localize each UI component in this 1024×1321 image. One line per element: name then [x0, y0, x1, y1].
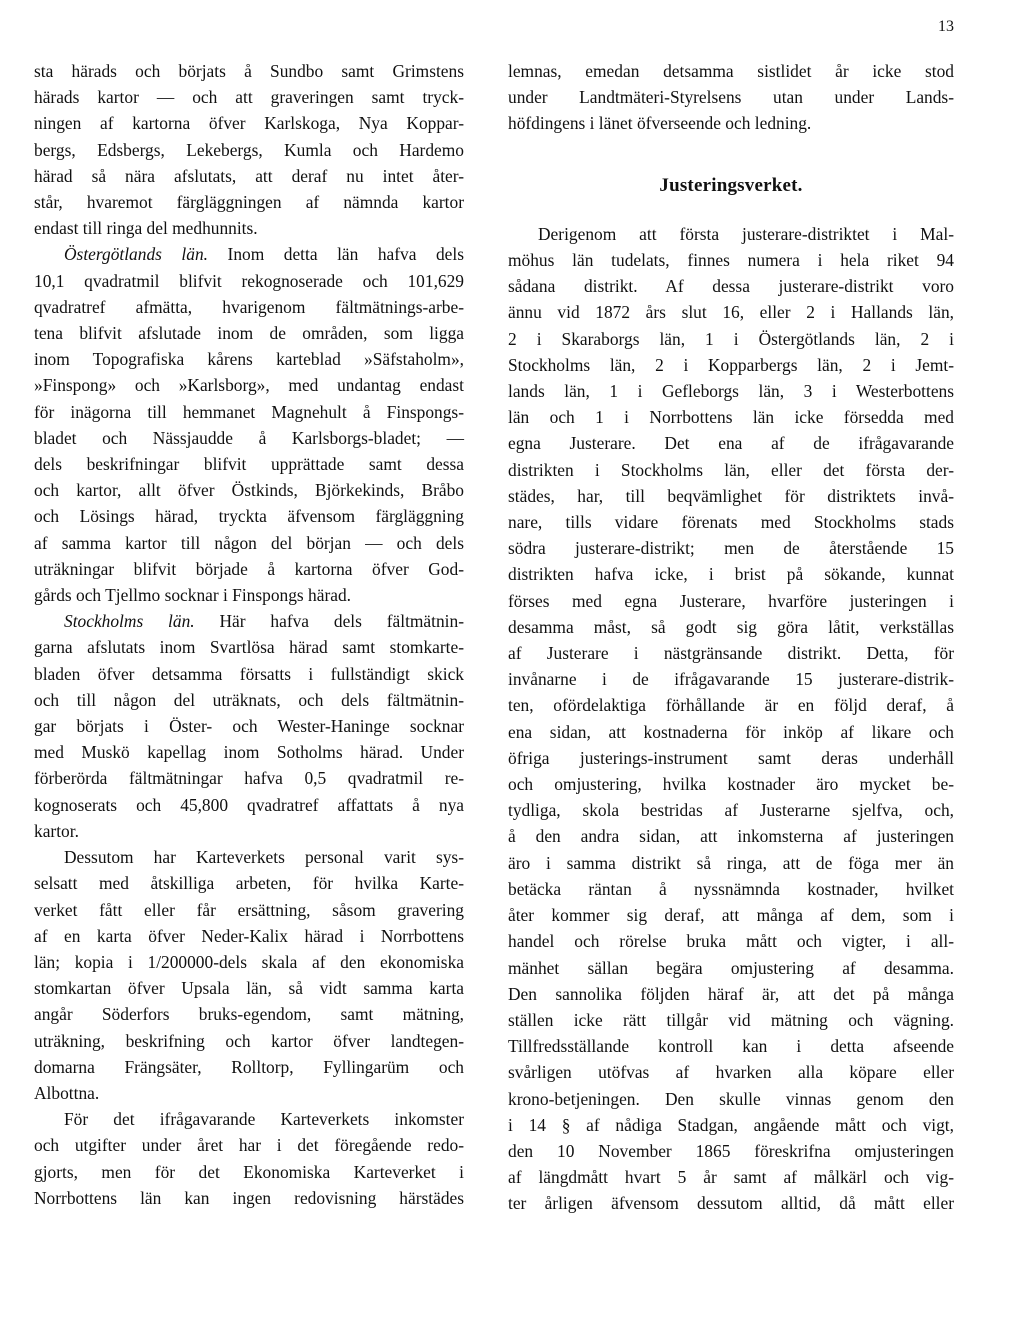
text-line: Tillfredsställande kontroll kan i detta afseende — [508, 1036, 954, 1057]
text-line: ännu vid 1872 års slut 16, eller 2 i Hallands län, — [508, 302, 954, 323]
text-line: Albottna. — [34, 1082, 100, 1103]
text-line: 10,1 qvadratmil blifvit rekognoserade och 101,629 — [34, 270, 464, 291]
text-line: distrikten i Stockholms län, eller det första der- — [508, 459, 954, 480]
text-line: höfdingens i länet öfverseende och ledning. — [508, 113, 812, 134]
text-line: gårds och Tjellmo socknar i Finspongs härad. — [34, 585, 352, 606]
text-line: Den sannolika följden häraf är, att det på många — [508, 983, 954, 1004]
text-line: Derigenom att första justerare-distriktet i Mal- — [538, 223, 954, 244]
text-line: sådana distrikt. Af dessa justerare-distrikt voro — [508, 276, 954, 297]
text-line: och Lösings härad, tryckta äfvensom färgläggning — [34, 506, 464, 527]
ostergotland-first-line — [34, 241, 464, 267]
text-line: för inägorna till hemmanet Magnehult å Finspongs- — [34, 401, 464, 422]
text-line: med Muskö kapellag inom Sotholms härad. Under — [34, 742, 464, 763]
paragraph-stockholm — [34, 608, 464, 844]
text-line: För det ifrågavarande Karteverkets inkomster — [64, 1109, 464, 1130]
page-number: 13 — [938, 18, 954, 35]
text-line: angår Söderfors bruks-egendom, samt mätning, — [34, 1004, 464, 1025]
text-line: län och 1 i Norrbottens län icke försedda med — [508, 407, 954, 428]
paragraph-karlskoga — [34, 58, 464, 241]
text-line: sta härads och börjats å Sundbo samt Grimstens — [34, 61, 464, 81]
text-line: lemnas, emedan detsamma sistlidet år icke stod — [508, 61, 954, 81]
text-line: gjorts, men för det Ekonomiska Karteverket i — [34, 1161, 464, 1182]
text-line: »Finspong» och »Karlsborg», med undantag endast — [34, 375, 464, 396]
text-line: står, hvaremot färgläggningen af nämnda kartor — [34, 192, 464, 213]
text-line: Norrbottens län kan ingen redovisning härstädes — [34, 1187, 464, 1208]
text-line: af Justerare i nästgränsande distrikt. Detta, för — [508, 643, 954, 664]
text-line: garna afslutats inom Svartlösa härad samt stomkarte- — [34, 637, 464, 658]
stockholm-label: Stockholms län. — [64, 611, 195, 632]
text-line: betäcka räntan å nyssnämnda kostnader, hvilket — [508, 878, 954, 899]
text-line: bladen öfver detsamma försatts i fullständigt skick — [34, 663, 464, 684]
text-line: af längdmått hvart 5 år samt af målkärl och vig- — [508, 1167, 954, 1188]
text-line: lands län, 1 i Gefleborgs län, 3 i Westerbottens — [508, 381, 954, 402]
stockholm-first-text: Här hafva dels fältmätnin- — [194, 611, 464, 632]
section-heading: Justeringsverket. — [659, 174, 803, 196]
text-line: den 10 November 1865 föreskrifna omjusteringen — [508, 1140, 954, 1161]
text-line: bergs, Edsbergs, Lekebergs, Kumla och Hardemo — [34, 139, 464, 160]
text-line: egna Justerare. Det ena af de ifrågavarande — [508, 433, 954, 454]
paragraph-ostergotland — [34, 241, 464, 608]
text-line: i 14 § af nådiga Stadgan, angående mått och vigt, — [508, 1114, 954, 1135]
text-line: distrikten hafva icke, i brist på sökande, kunnat — [508, 564, 954, 585]
text-line: härads kartor — och att graveringen samt tryck- — [34, 87, 464, 108]
text-line: Dessutom har Karteverkets personal varit sys- — [64, 847, 464, 868]
text-line: qvadratref afmätta, hvarigenom fältmätnings-arbe- — [34, 296, 464, 317]
text-line: desamma måst, så godt sig göra låtit, verkställas — [508, 616, 954, 637]
text-line: uträkningar blifvit började å kartorna öfver God- — [34, 558, 464, 579]
text-line: möhus län tudelats, finnes numera i hela riket 94 — [508, 250, 954, 271]
paragraph-dessutom — [34, 844, 464, 1106]
text-line: härad så nära afslutats, att deraf nu intet åter- — [34, 165, 464, 186]
text-line: ten, ofördelaktiga förhållande är en följd deraf, å — [508, 695, 954, 716]
text-line: dels beskrifningar blifvit upprättade samt dessa — [34, 454, 464, 475]
text-line: selsatt med åtskilliga arbeten, för hvilka Karte- — [34, 873, 464, 894]
text-line: ningen af kartorna öfver Karlskoga, Nya Koppar- — [34, 113, 464, 134]
ostergotland-first-text: Inom detta län hafva dels — [208, 244, 464, 265]
right-column — [508, 58, 954, 1217]
text-line: södra justerare-distrikt; men de återstående 15 — [508, 538, 954, 559]
text-line: mänhet sällan begära omjustering af desamma. — [508, 957, 954, 978]
text-line: län; kopia i 1/200000-dels skala af den ekonomiska — [34, 951, 464, 972]
paragraph-justering — [508, 221, 954, 1217]
paragraph-inkomster — [34, 1106, 464, 1211]
text-line: verket fått eller får ersättning, såsom gravering — [34, 899, 464, 920]
text-line: af en karta öfver Neder-Kalix härad i Norrbottens — [34, 925, 464, 946]
text-line: ter årligen äfvensom dessutom alltid, då mått eller — [508, 1193, 954, 1214]
text-line: nare, tills vidare förenats med Stockholms stads — [508, 512, 954, 533]
text-line: kognoserats och 45,800 qvadratref affattats å nya — [34, 794, 464, 815]
text-line: och omjustering, hvilka kostnader äro mycket be- — [508, 774, 954, 795]
text-line: Stockholms län, 2 i Kopparbergs län, 2 i Jemt- — [508, 354, 954, 375]
text-line: uträkning, beskrifning och kartor öfver landtegen- — [34, 1030, 464, 1051]
text-line: och till någon del uträknats, och dels fältmätnin- — [34, 689, 464, 710]
left-column — [34, 58, 464, 1211]
text-line: och utgifter under året har i det föregående redo- — [34, 1135, 464, 1156]
text-line: under Landtmäteri-Styrelsens utan under Lands- — [508, 87, 954, 108]
text-line: äro i samma distrikt så ringa, att de föga mer än — [508, 852, 954, 873]
text-line: åter kommer sig deraf, att många af dem, som i — [508, 905, 954, 926]
text-line: tydliga, skola bestridas af Justerarne sjelfva, och, — [508, 800, 954, 821]
text-line: förberörda fältmätningar hafva 0,5 qvadratmil re- — [34, 768, 464, 789]
text-line: öfriga justerings-instrument samt deras underhåll — [508, 747, 954, 768]
stockholm-first-line — [34, 608, 464, 634]
text-line: ställen icke rätt tillgår vid mätning och vägning. — [508, 1009, 954, 1030]
text-line: 2 i Skaraborgs län, 1 i Östergötlands län, 2 i — [508, 328, 954, 349]
paragraph-lemnas — [508, 58, 954, 137]
text-line: och kartor, allt öfver Östkinds, Björkekinds, Bråbo — [34, 480, 464, 501]
text-line: endast till ringa del medhunnits. — [34, 218, 258, 239]
text-line: domarna Frängsäter, Rolltorp, Fyllingarüm och — [34, 1056, 464, 1077]
text-line: ena sidan, att kostnaderna för inköp af likare och — [508, 721, 954, 742]
text-line: invånarne i de ifrågavarande 15 justerare-distrik- — [508, 669, 954, 690]
text-line: förses med egna Justerare, hvarföre justeringen i — [508, 590, 954, 611]
text-line: stomkartan öfver Upsala län, så vidt samma karta — [34, 978, 464, 999]
text-line: städes, har, till beqvämlighet för distriktets invå- — [508, 485, 954, 506]
text-line: krono-betjeningen. Den skulle vinnas genom den — [508, 1088, 954, 1109]
ostergotland-label: Östergötlands län. — [64, 244, 208, 265]
text-line: bladet och Nässjaudde å Karlsborgs-bladet; — — [34, 427, 464, 448]
text-line: svårligen utöfvas af hvarken alla köpare eller — [508, 1062, 954, 1083]
text-line: å den andra sidan, att inkomsterna af justeringen — [508, 826, 954, 847]
text-line: inom Topografiska kårens karteblad »Säfstaholm», — [34, 349, 464, 370]
text-line: tena blifvit afslutade inom de områden, som ligga — [34, 323, 464, 344]
text-line: kartor. — [34, 820, 79, 841]
text-line: af samma kartor till någon del början — och dels — [34, 532, 464, 553]
text-line: gar börjats i Öster- och Wester-Haninge socknar — [34, 716, 464, 737]
text-line: handel och rörelse bruka mått och vigter, i all- — [508, 931, 954, 952]
